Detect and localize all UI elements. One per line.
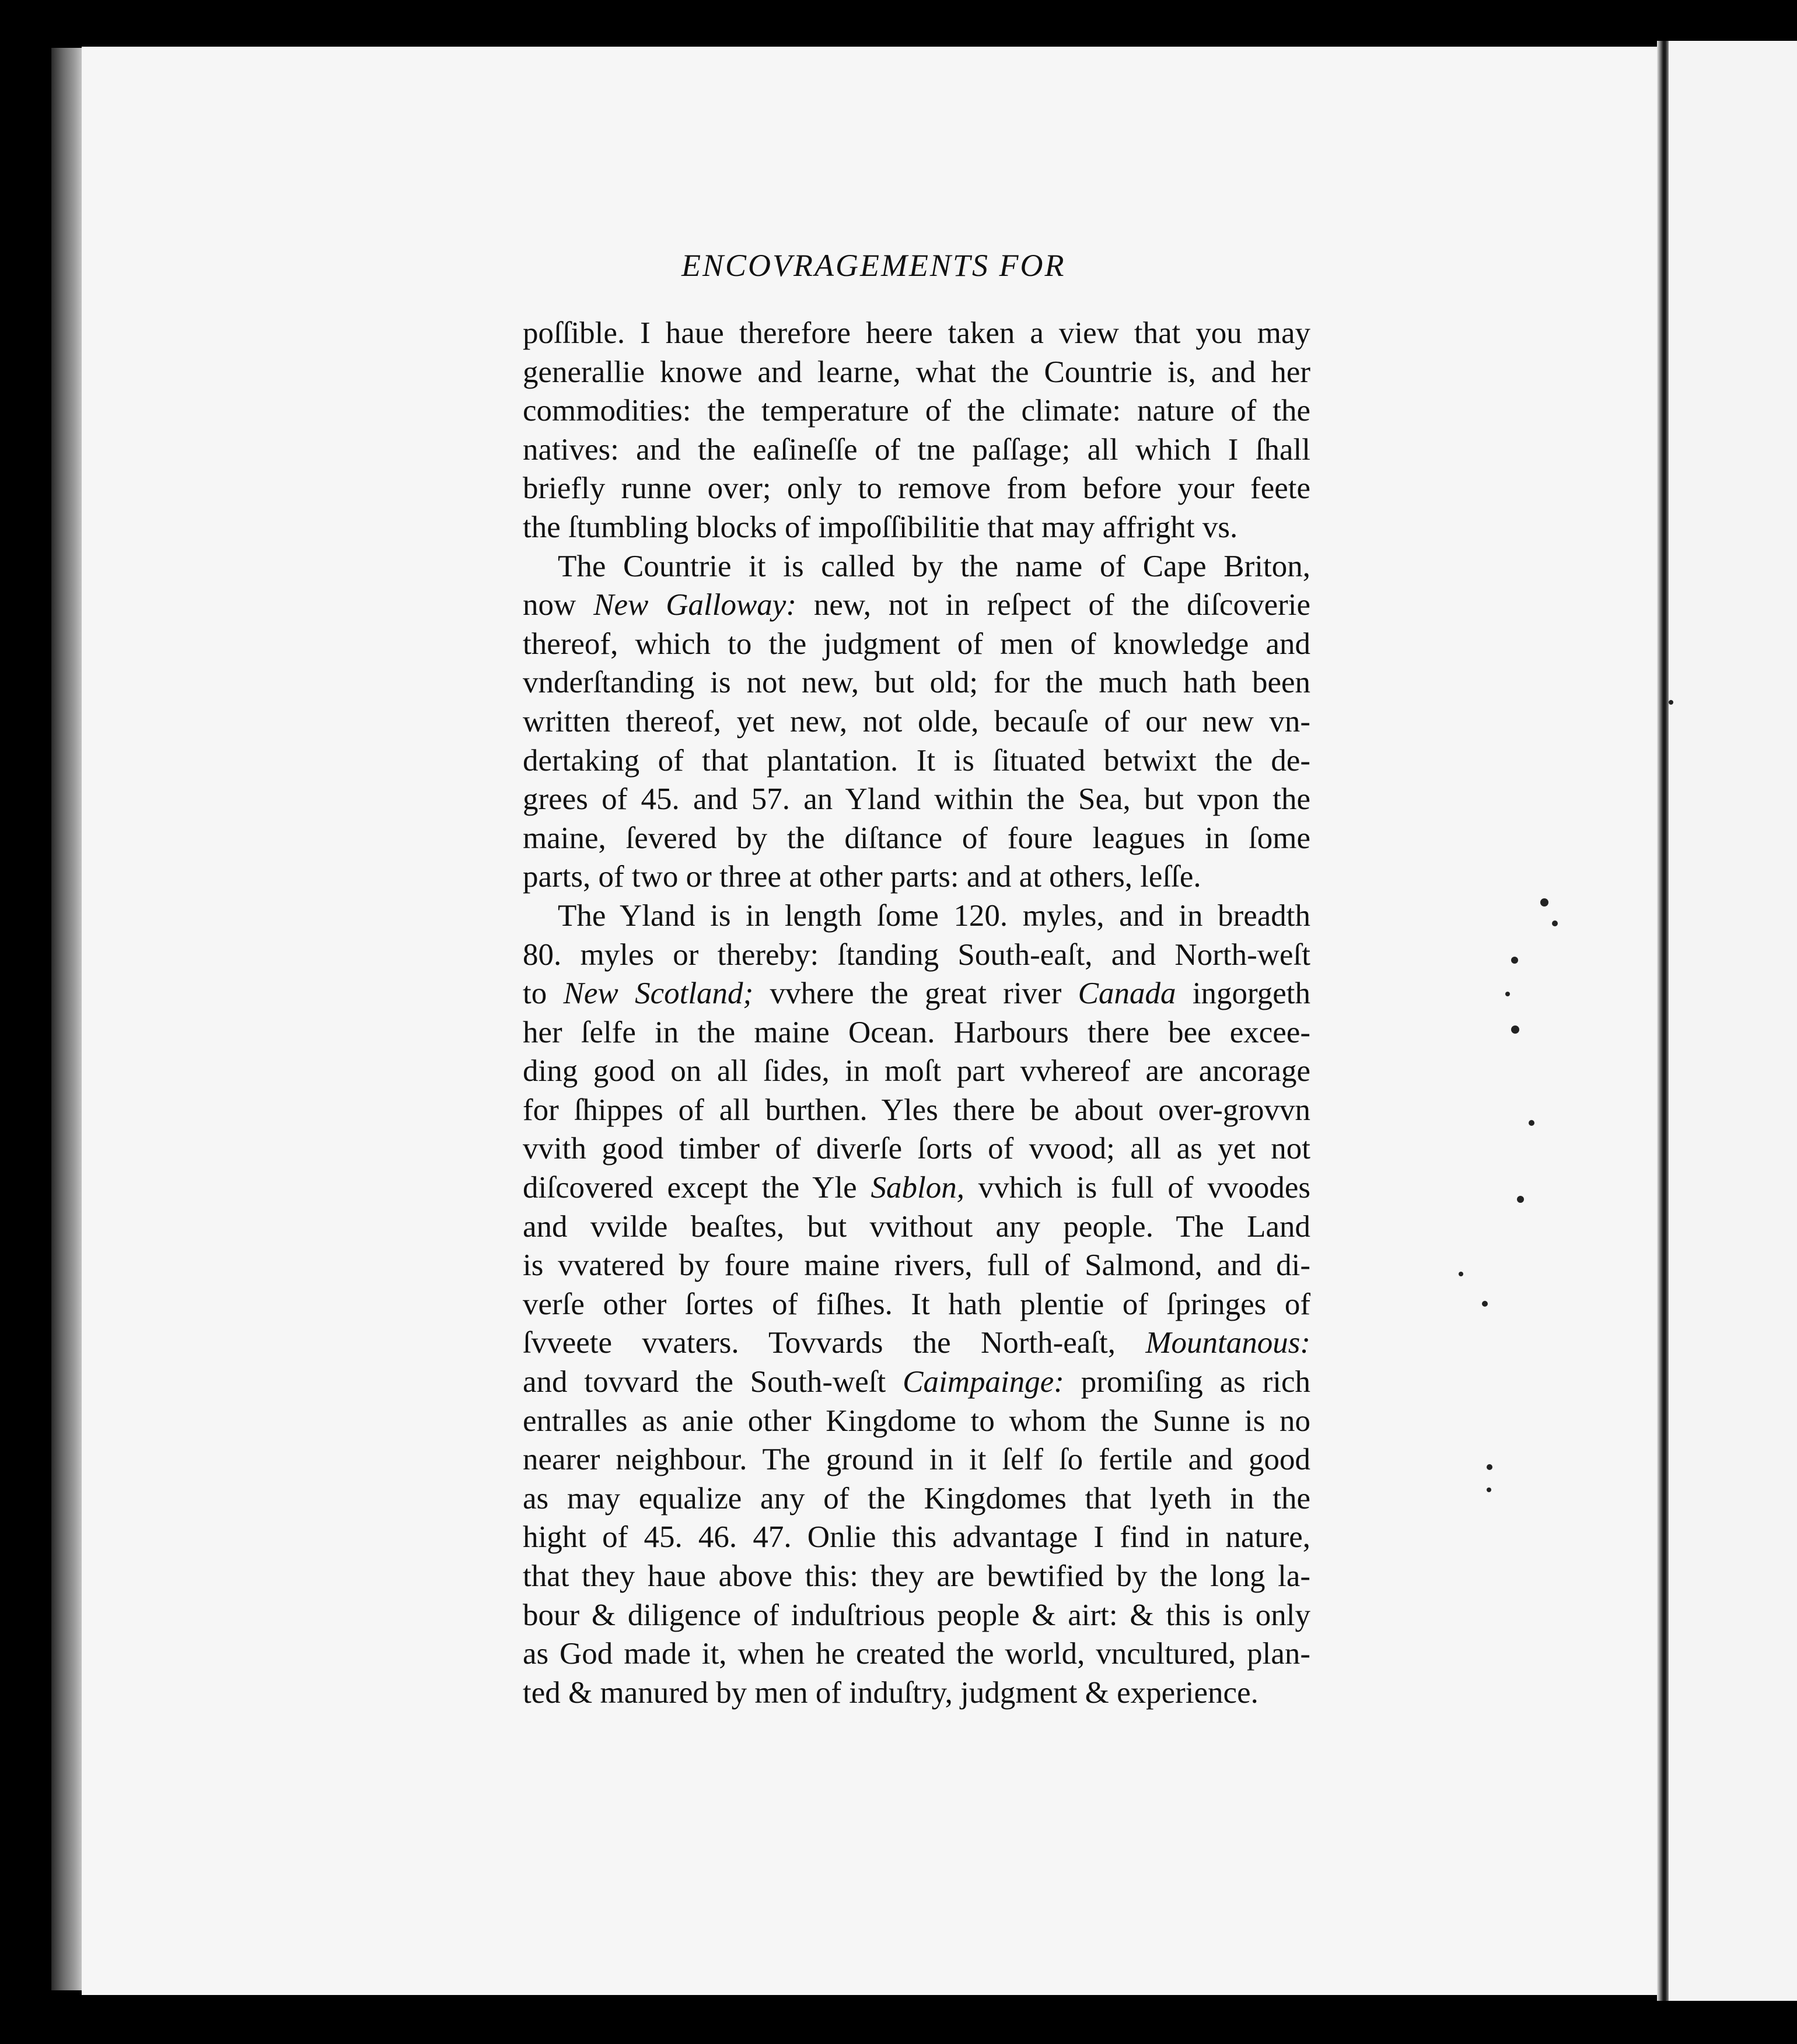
- text-line: nearer neighbour. The ground in it ſelf ſo fertile and good: [523, 1443, 1310, 1477]
- text-line: ſvveete vvaters. Tovvards the North-eaſt, Mountanous:: [523, 1326, 1310, 1360]
- text-line: The Countrie it is called by the name of Cape Briton,: [558, 549, 1310, 583]
- text-line: and tovvard the South-weſt Caimpainge: promiſing as rich: [523, 1365, 1310, 1399]
- text-line: generallie knowe and learne, what the Countrie is, and her: [523, 355, 1310, 389]
- text-line: now New Galloway: new, not in reſpect of the diſcoverie: [523, 588, 1310, 622]
- text-line: ted & manured by men of induſtry, judgment & experience.: [523, 1675, 1258, 1710]
- text-line: ding good on all ſides, in moſt part vvhereof are ancorage: [523, 1054, 1310, 1088]
- text-line: to New Scotland; vvhere the great river Canada ingorgeth: [523, 977, 1310, 1011]
- body-text: [523, 314, 1310, 1712]
- text-line: is vvatered by foure maine rivers, full of Salmond, and di-: [523, 1248, 1310, 1283]
- text-line: commodities: the temperature of the climate: nature of the: [523, 394, 1310, 428]
- text-line: natives: and the eaſineſſe of tne paſſage; all which I ſhall: [523, 432, 1310, 467]
- text-line: as may equalize any of the Kingdomes that lyeth in the: [523, 1481, 1310, 1516]
- running-head: ENCOVRAGEMENTS FOR: [681, 248, 1066, 283]
- text-line: and vvilde beaſtes, but vvithout any people. The Land: [523, 1209, 1310, 1244]
- text-line: entralles as anie other Kingdome to whom the Sunne is no: [523, 1404, 1310, 1438]
- text-line: written thereof, yet new, not olde, becauſe of our new vn-: [523, 704, 1310, 738]
- text-line: maine, ſevered by the diſtance of foure leagues in ſome: [523, 821, 1310, 855]
- text-line: as God made it, when he created the world, vncultured, plan-: [523, 1637, 1310, 1671]
- text-line: the ſtumbling blocks of impoſſibilitie that may affright vs.: [523, 510, 1238, 544]
- text-line: for ſhippes of all burthen. Yles there be about over-grovvn: [523, 1093, 1310, 1127]
- text-line: diſcovered except the Yle Sablon, vvhich is full of vvoodes: [523, 1171, 1311, 1205]
- facing-page-edge: [1669, 41, 1797, 2001]
- book-spine-edge: [51, 48, 84, 1990]
- text-line: 80. myles or thereby: ſtanding South-eaſt, and North-weſt: [523, 937, 1310, 972]
- text-line: poſſible. I haue therefore heere taken a view that you may: [523, 316, 1310, 350]
- text-line: The Yland is in length ſome 120. myles, and in breadth: [558, 898, 1310, 933]
- text-line: her ſelfe in the maine Ocean. Harbours there bee excee-: [523, 1015, 1310, 1049]
- text-line: grees of 45. and 57. an Yland within the Sea, but vpon the: [523, 782, 1310, 817]
- text-line: that they haue above this: they are bewtified by the long la-: [523, 1559, 1310, 1593]
- text-line: verſe other ſortes of fiſhes. It hath plentie of ſpringes of: [523, 1287, 1310, 1321]
- text-line: vvith good timber of diverſe ſorts of vvood; all as yet not: [523, 1132, 1310, 1166]
- text-line: vnderſtanding is not new, but old; for the much hath been: [523, 666, 1310, 700]
- text-line: dertaking of that plantation. It is ſituated betwixt the de-: [523, 743, 1310, 778]
- text-line: briefly runne over; only to remove from before your feete: [523, 471, 1310, 506]
- text-line: bour & diligence of induſtrious people & airt: & this is only: [523, 1598, 1310, 1632]
- text-line: thereof, which to the judgment of men of knowledge and: [523, 626, 1310, 661]
- text-line: hight of 45. 46. 47. Onlie this advantage I find in nature,: [523, 1520, 1310, 1555]
- text-line: parts, of two or three at other parts: and at others, leſſe.: [523, 860, 1201, 894]
